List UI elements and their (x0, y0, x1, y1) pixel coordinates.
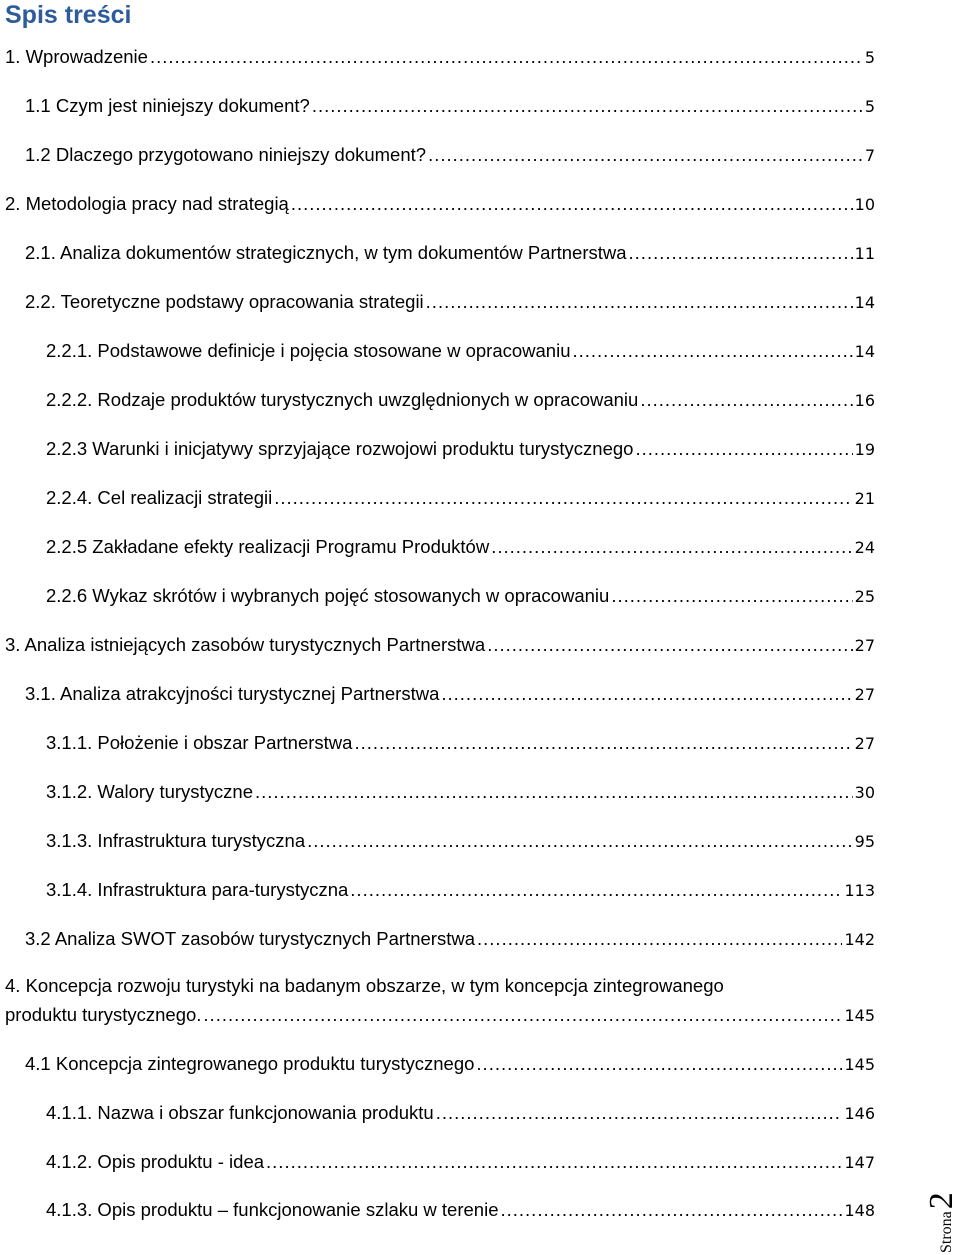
dot-leader (487, 632, 852, 658)
page-number: 145 (844, 1006, 875, 1025)
toc-entry[interactable]: 3. Analiza istniejących zasobów turystycznych Partnerstwa ..... 27 (5, 632, 875, 658)
page-footer-number: 2 (923, 1192, 960, 1210)
toc-entry[interactable]: 1.1 Czym jest niniejszy dokument? ..... 5 (25, 93, 875, 119)
toc-entry[interactable]: 4.1 Koncepcja zintegrowanego produktu turystycznego ..... 145 (25, 1051, 875, 1077)
toc-entry[interactable]: 4.1.3. Opis produktu – funkcjonowanie szlaku w terenie ..... 148 (46, 1197, 875, 1223)
dot-leader (428, 142, 863, 168)
dot-leader (350, 877, 842, 903)
toc-entry[interactable]: 2.2.4. Cel realizacji strategii ..... 21 (46, 485, 875, 511)
toc-entry[interactable]: 3.1.4. Infrastruktura para-turystyczna ..... 113 (46, 877, 875, 903)
toc-entry[interactable]: 3.1. Analiza atrakcyjności turystycznej Partnerstwa ..... 27 (25, 681, 875, 707)
toc-entry[interactable]: 4.1.2. Opis produktu - idea ..... 147 (46, 1149, 875, 1175)
toc-entry[interactable]: 2.2.5 Zakładane efekty realizacji Programu Produktów ..... 24 (46, 534, 875, 560)
dot-leader (426, 289, 853, 315)
toc-entry[interactable]: 1.2 Dlaczego przygotowano niniejszy dokument? ..... 7 (25, 142, 875, 168)
page-number: 5 (864, 97, 875, 116)
dot-leader (640, 387, 852, 413)
page-number: 27 (854, 636, 875, 655)
page-number: 21 (854, 489, 875, 508)
dot-leader (255, 779, 853, 805)
page-number: 19 (854, 440, 875, 459)
dot-leader (291, 191, 853, 217)
page-number: 11 (854, 244, 875, 263)
dot-leader (477, 926, 842, 952)
dot-leader (274, 485, 852, 511)
toc-entry[interactable]: 2.2.3 Warunki i inicjatywy sprzyjające rozwojowi produktu turystycznego ..... 19 (46, 436, 875, 462)
dot-leader (635, 436, 852, 462)
page-number: 142 (844, 930, 875, 949)
page-number: 16 (854, 391, 875, 410)
page-number: 113 (844, 881, 875, 900)
dot-leader (150, 44, 863, 70)
page-word: Strona (938, 1211, 955, 1253)
toc-entry[interactable]: produktu turystycznego. ..... 145 (5, 1002, 875, 1028)
toc-entry[interactable]: 1. Wprowadzenie ..... 5 (5, 44, 875, 70)
dot-leader (500, 1197, 842, 1223)
page-number: 27 (854, 734, 875, 753)
page-number: 145 (844, 1055, 875, 1074)
dot-leader (572, 338, 852, 364)
page-number: 5 (864, 48, 875, 67)
toc-entry[interactable]: 2. Metodologia pracy nad strategią ..... 10 (5, 191, 875, 217)
toc-entry[interactable]: 2.2.2. Rodzaje produktów turystycznych uwzględnionych w opracowaniu ..... 16 (46, 387, 875, 413)
toc-entry[interactable]: 3.1.1. Położenie i obszar Partnerstwa ..... 27 (46, 730, 875, 756)
toc-entry[interactable]: 2.2.1. Podstawowe definicje i pojęcia stosowane w opracowaniu ..... 14 (46, 338, 875, 364)
dot-leader (312, 93, 863, 119)
page-number: 10 (854, 195, 875, 214)
dot-leader (476, 1051, 842, 1077)
toc-entry[interactable]: 4.1.1. Nazwa i obszar funkcjonowania produktu ..... 146 (46, 1100, 875, 1126)
toc-entry[interactable]: 3.1.2. Walory turystyczne ..... 30 (46, 779, 875, 805)
page-number: 24 (854, 538, 875, 557)
page-footer (923, 1163, 960, 1253)
page-number: 14 (854, 293, 875, 312)
dot-leader (203, 1002, 842, 1028)
page-number: 147 (844, 1153, 875, 1172)
toc-entry[interactable]: 3.2 Analiza SWOT zasobów turystycznych Partnerstwa ..... 142 (25, 926, 875, 952)
dot-leader (629, 240, 853, 266)
toc-title: Spis treści (5, 1, 132, 29)
toc-entry[interactable]: 2.2. Teoretyczne podstawy opracowania strategii ..... 14 (25, 289, 875, 315)
page-number: 27 (854, 685, 875, 704)
dot-leader (307, 828, 853, 854)
page-number: 95 (854, 832, 875, 851)
toc-entry[interactable]: 3.1.3. Infrastruktura turystyczna ..... 95 (46, 828, 875, 854)
page-number: 148 (844, 1201, 875, 1220)
page-number: 7 (864, 146, 875, 165)
toc-entry-line1: 4. Koncepcja rozwoju turystyki na badanym obszarze, w tym koncepcja zintegrowanego (5, 975, 724, 996)
page-number: 14 (854, 342, 875, 361)
dot-leader (441, 681, 852, 707)
dot-leader (436, 1100, 843, 1126)
page-number: 146 (844, 1104, 875, 1123)
page-number: 25 (854, 587, 875, 606)
dot-leader (354, 730, 852, 756)
dot-leader (611, 583, 852, 609)
page-number: 30 (854, 783, 875, 802)
toc-entry[interactable]: 2.1. Analiza dokumentów strategicznych, w tym dokumentów Partnerstwa ..... 11 (25, 240, 875, 266)
dot-leader (491, 534, 852, 560)
dot-leader (266, 1149, 842, 1175)
toc-entry[interactable]: 2.2.6 Wykaz skrótów i wybranych pojęć stosowanych w opracowaniu ..... 25 (46, 583, 875, 609)
